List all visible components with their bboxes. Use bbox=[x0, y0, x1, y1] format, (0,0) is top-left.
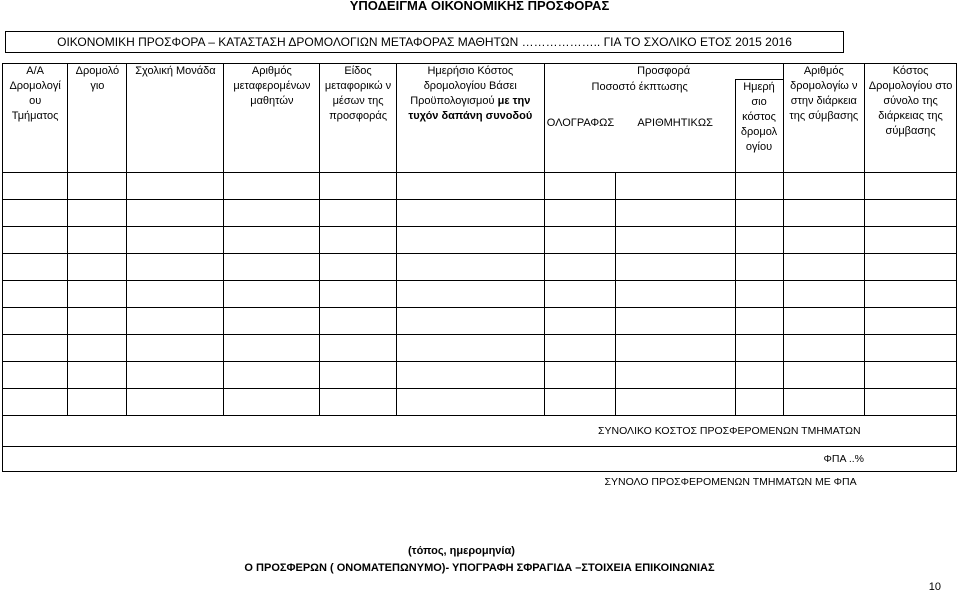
header-aa: Α/Α Δρομολογί ου Τμήματος bbox=[3, 64, 68, 173]
table-row bbox=[3, 173, 957, 200]
table-row bbox=[3, 254, 957, 281]
offer-table bbox=[2, 63, 957, 492]
header-in-words: ΟΛΟΓΡΑΦΩΣ bbox=[544, 108, 615, 173]
page-number: 10 bbox=[928, 581, 941, 593]
header-routes-count: Αριθμός δρομολογίω ν στην διάρκεια της σύμβασης bbox=[783, 64, 865, 173]
header-students: Αριθμός μεταφερομένων μαθητών bbox=[224, 64, 320, 173]
table-row bbox=[3, 281, 957, 308]
table-row bbox=[3, 227, 957, 254]
vat-row: ΦΠΑ ..% bbox=[3, 447, 957, 472]
header-total-route-cost: Κόστος Δρομολογίου στο σύνολο της διάρκειας της σύμβασης bbox=[865, 64, 957, 173]
header-offer: Προσφορά bbox=[544, 64, 783, 80]
table-row bbox=[3, 362, 957, 389]
header-daily-cost: Ημερήσιο Κόστος δρομολογίου Βάσει Προϋπολογισμού με την τυχόν δαπάνη συνοδού bbox=[396, 64, 544, 173]
signer-line: Ο ΠΡΟΣΦΕΡΩΝ ( ΟΝΟΜΑΤΕΠΩΝΥΜΟ)- ΥΠΟΓΡΑΦΗ ΣΦΡΑΓΙΔΑ –ΣΤΟΙΧΕΙΑ ΕΠΙΚΟΙΝΩΝΙΑΣ bbox=[244, 562, 715, 574]
header-vehicle: Είδος μεταφορικώ ν μέσων της προσφοράς bbox=[320, 64, 397, 173]
header-school: Σχολική Μονάδα bbox=[127, 64, 224, 173]
header-daily-route-cost: Ημερή σιο κόστος δρομολ ογίου bbox=[735, 80, 783, 173]
table-row bbox=[3, 308, 957, 335]
header-route: Δρομολό γιο bbox=[68, 64, 127, 173]
header-in-numbers: ΑΡΙΘΜΗΤΙΚΩΣ bbox=[616, 108, 735, 173]
document-title: ΥΠΟΔΕΙΓΜΑ ΟΙΚΟΝΟΜΙΚΗΣ ΠΡΟΣΦΟΡΑΣ bbox=[349, 0, 610, 13]
table-row bbox=[3, 335, 957, 362]
total-cost-row: ΣΥΝΟΛΙΚΟ ΚΟΣΤΟΣ ΠΡΟΣΦΕΡΟΜΕΝΩΝ ΤΜΗΜΑΤΩΝ bbox=[3, 416, 957, 447]
place-date: (τόπος, ημερομηνία) bbox=[408, 545, 515, 557]
table-row bbox=[3, 200, 957, 227]
table-row bbox=[3, 389, 957, 416]
document-subtitle: ΟΙΚΟΝΟΜΙΚΗ ΠΡΟΣΦΟΡΑ – ΚΑΤΑΣΤΑΣΗ ΔΡΟΜΟΛΟΓΙΩΝ ΜΕΤΑΦΟΡΑΣ ΜΑΘΗΤΩΝ ……………….. ΓΙΑ ΤΟ ΣΧΟΛΙΚΟ ΕΤΟΣ 2015 2016 bbox=[5, 31, 844, 53]
total-with-vat-row: ΣΥΝΟΛΟ ΠΡΟΣΦΕΡΟΜΕΝΩΝ ΤΜΗΜΑΤΩΝ ΜΕ ΦΠΑ bbox=[3, 472, 957, 493]
header-discount: Ποσοστό έκπτωσης bbox=[544, 80, 735, 108]
